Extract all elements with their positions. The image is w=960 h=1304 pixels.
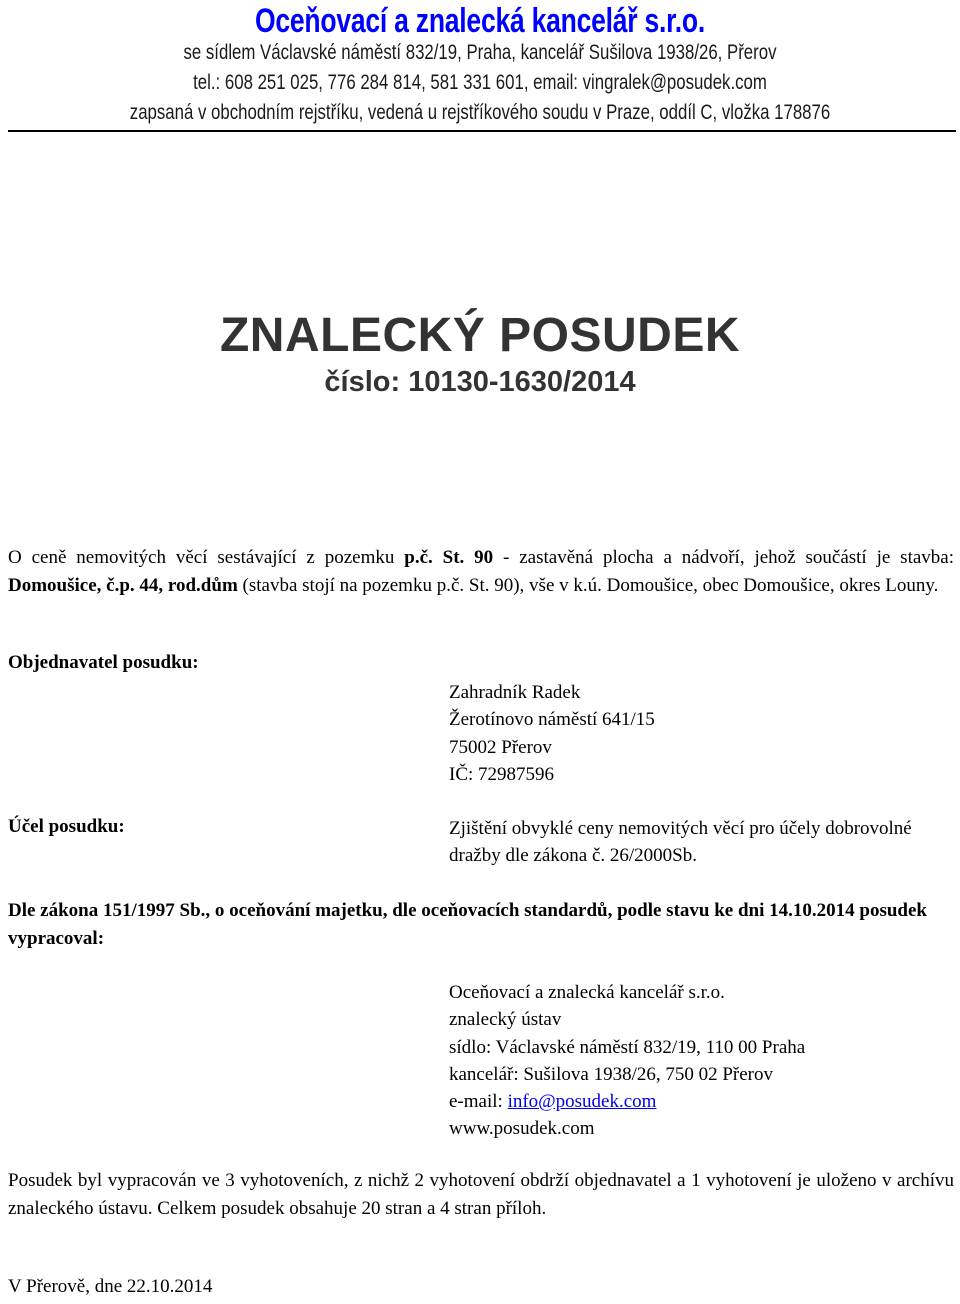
author-seat: sídlo: Václavské náměstí 832/19, 110 00 Praha: [449, 1036, 806, 1058]
author-email-line: [449, 1088, 805, 1115]
company-registration-line: zapsaná v obchodním rejstříku, vedená u rejstříkového soudu v Praze, oddíl C, vložka 178876: [129, 101, 831, 124]
intro-text: O ceně nemovitých věcí sestávající z pozemku: [8, 547, 405, 568]
place-and-date: V Přerově, dne 22.10.2014: [8, 1276, 213, 1297]
intro-text: - zastavěná plocha a nádvoří, jehož součástí je stavba:: [493, 547, 954, 568]
email-label: e-mail:: [449, 1091, 508, 1113]
company-name-heading: Oceňovací a znalecká kancelář s.r.o.: [254, 2, 706, 40]
orderer-street: Žerotínovo náměstí 641/15: [449, 709, 655, 731]
header-divider: [8, 130, 956, 132]
document-number: číslo: 10130-1630/2014: [324, 366, 636, 398]
author-type: znalecký ústav: [449, 1009, 562, 1031]
parcel-number: p.č. St. 90: [404, 547, 494, 568]
company-address-line: se sídlem Václavské náměstí 832/19, Praha, kancelář Sušilova 1938/26, Přerov: [183, 41, 777, 64]
purpose-text: Zjištění obvyklé ceny nemovitých věcí pro účely dobrovolné dražby dle zákona č. 26/2000Sb.: [449, 818, 912, 867]
subject-description: [8, 544, 954, 599]
orderer-details: [449, 679, 655, 788]
orderer-city: 75002 Přerov: [449, 736, 552, 758]
orderer-label: Objednavatel posudku:: [8, 652, 199, 673]
author-office: kancelář: Sušilova 1938/26, 750 02 Přerov: [449, 1063, 774, 1085]
orderer-name: Zahradník Radek: [449, 682, 581, 703]
email-link[interactable]: info@posudek.com: [507, 1091, 657, 1113]
author-details: [449, 979, 805, 1143]
intro-text: (stavba stojí na pozemku p.č. St. 90), vše v k.ú. Domoušice, obec Domoušice, okres Louny.: [237, 574, 939, 596]
legal-basis-statement: Dle zákona 151/1997 Sb., o oceňování majetku, dle oceňovacích standardů, podle stavu ke dni 14.10.2014 posudek vypracoval:: [8, 900, 927, 949]
copies-statement: Posudek byl vypracován ve 3 vyhotoveních, z nichž 2 vyhotovení obdrží objednavatel a 1 vyhotovení je uloženo v archívu znaleckého ústavu. Celkem posudek obsahuje 20 stran a 4 stran příloh.: [8, 1170, 954, 1219]
company-contact-line: tel.: 608 251 025, 776 284 814, 581 331 601, email: vingralek@posudek.com: [193, 71, 767, 94]
building-description: Domoušice, č.p. 44, rod.dům: [8, 574, 238, 596]
orderer-ic: IČ: 72987596: [449, 763, 555, 785]
author-web: www.posudek.com: [449, 1118, 595, 1140]
document-title: ZNALECKÝ POSUDEK: [219, 309, 741, 362]
purpose-label: Účel posudku:: [8, 816, 125, 837]
author-name: Oceňovací a znalecká kancelář s.r.o.: [449, 982, 725, 1003]
